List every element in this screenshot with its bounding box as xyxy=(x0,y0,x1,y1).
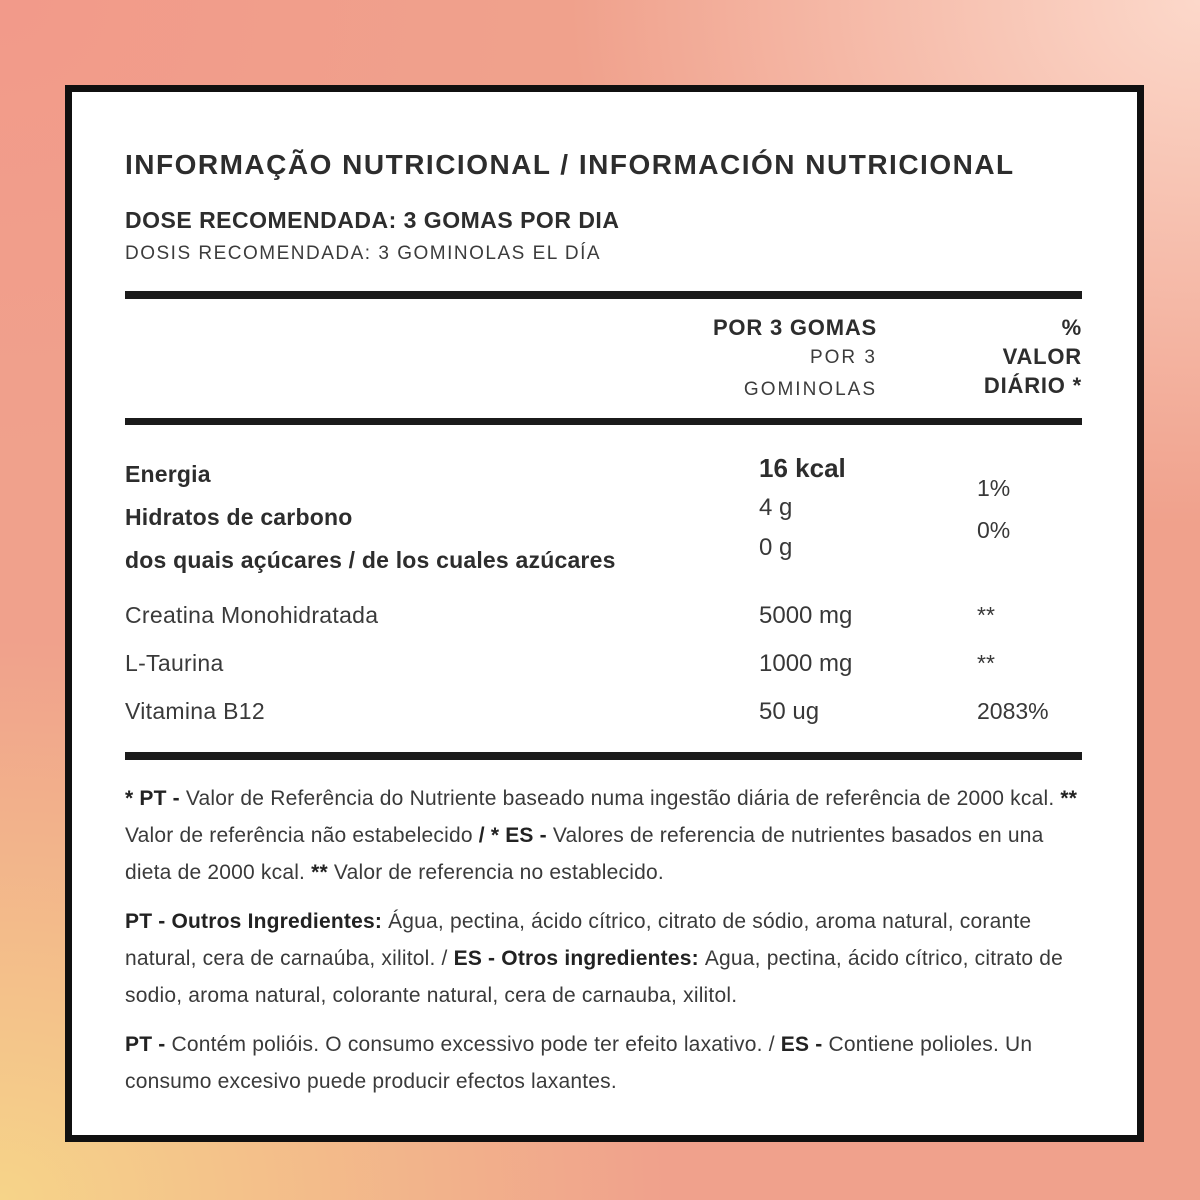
page-title: INFORMAÇÃO NUTRICIONAL / INFORMACIÓN NUTRICIONAL xyxy=(125,149,1015,180)
recommended-dose-es: DOSIS RECOMENDADA: 3 GOMINOLAS EL DÍA xyxy=(125,243,602,264)
table-row xyxy=(125,649,1082,678)
amount-vitamin-b12: 50 ug xyxy=(759,698,820,725)
percent-creatine: ** xyxy=(977,602,995,628)
footnote-polyols-warning: PT - Contém polióis. O consumo excessivo pode ter efeito laxativo. / ES - Contiene polioles. Un consumo excesivo puede producir efectos laxantes. xyxy=(125,1033,1033,1093)
nutrient-amounts xyxy=(689,448,977,582)
percent-taurine: ** xyxy=(977,650,995,676)
nutrient-label-energy: Energia xyxy=(125,461,211,487)
footnote-reference-values: * PT - Valor de Referência do Nutriente baseado numa ingestão diária de referência de 2000 kcal. ** Valor de referência não estabelecido / * ES - Valores de referencia de nutrientes basados en una dieta de 2000 kcal. ** Valor de referencia no establecido. xyxy=(125,787,1078,884)
header-daily-value-line2: DIÁRIO * xyxy=(983,373,1082,398)
percent-vitamin-b12: 2083% xyxy=(977,698,1049,724)
table-header-daily-value-column xyxy=(977,313,1082,406)
amount-sugars: 0 g xyxy=(759,534,793,561)
nutrient-label-taurine: L-Taurina xyxy=(125,650,224,676)
header-per-3-gummies-es: POR 3 GOMINOLAS xyxy=(743,347,877,400)
percent-energy: 1% xyxy=(977,475,1011,501)
recommended-dose-pt: DOSE RECOMENDADA: 3 GOMAS POR DIA xyxy=(125,207,620,233)
nutrient-label-sugars: dos quais açúcares / de los cuales azúcares xyxy=(125,547,616,573)
table-header xyxy=(125,313,1082,406)
nutrition-label-card xyxy=(65,85,1144,1142)
table-row xyxy=(125,697,1082,726)
divider-top xyxy=(125,291,1082,299)
table-row xyxy=(125,601,1082,630)
nutrient-labels xyxy=(125,453,689,582)
nutrient-percents xyxy=(977,467,1082,582)
footnote-ingredients: PT - Outros Ingredientes: Água, pectina, ácido cítrico, citrato de sódio, aroma natural, corante natural, cera de carnaúba, xilitol. / ES - Otros ingredientes: Agua, pectina, ácido cítrico, citrato de sodio, aroma natural, colorante natural, cera de carnauba, xilitol. xyxy=(125,910,1064,1007)
amount-carbs: 4 g xyxy=(759,494,793,521)
header-daily-value-line1: % VALOR xyxy=(1002,315,1082,369)
table-header-spacer xyxy=(125,313,689,406)
nutrient-label-carbs: Hidratos de carbono xyxy=(125,504,353,530)
nutrient-label-creatine: Creatina Monohidratada xyxy=(125,602,379,628)
amount-taurine: 1000 mg xyxy=(759,650,853,677)
nutrient-label-vitamin-b12: Vitamina B12 xyxy=(125,698,265,724)
header-per-3-gummies-pt: POR 3 GOMAS xyxy=(712,315,877,340)
amount-creatine: 5000 mg xyxy=(759,602,853,629)
divider-bottom xyxy=(125,752,1082,760)
percent-carbs: 0% xyxy=(977,517,1011,543)
energy-carb-rows xyxy=(125,453,1082,582)
divider-header xyxy=(125,418,1082,425)
amount-energy: 16 kcal xyxy=(759,453,846,483)
table-header-amount-column xyxy=(689,313,977,406)
